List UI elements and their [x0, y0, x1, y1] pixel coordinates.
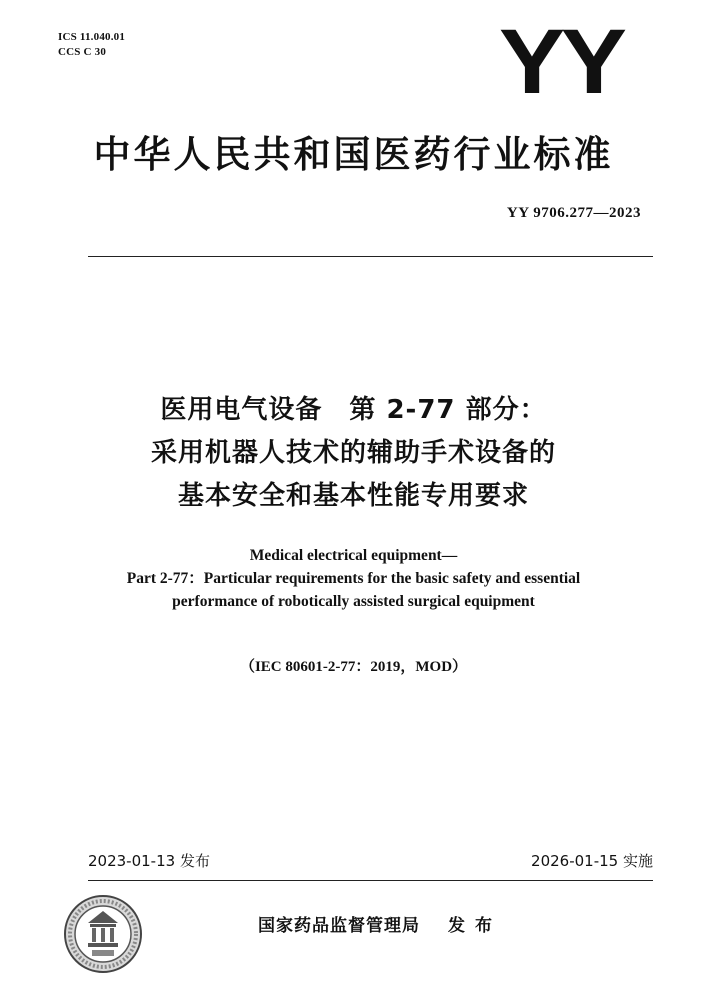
- standard-number: YY 9706.277—2023: [506, 205, 641, 221]
- bottom-divider: [88, 880, 653, 881]
- issue-date: 2023-01-13 发布: [88, 852, 210, 870]
- ccs-code: CCS C 30: [58, 46, 107, 58]
- official-seal-icon: [62, 893, 144, 975]
- chinese-title-line-1: 医用电气设备 第 2-77 部分：: [160, 395, 547, 425]
- chinese-title-line-2: 采用机器人技术的辅助手术设备的: [150, 438, 556, 468]
- organization-title: 中华人民共和国医药行业标准: [93, 133, 614, 176]
- publisher-name: 国家药品监督管理局: [258, 916, 420, 936]
- english-title-line-1: Medical electrical equipment—: [249, 547, 458, 564]
- english-title-line-3: performance of robotically assisted surgical equipment: [172, 593, 535, 610]
- ics-code: ICS 11.040.01: [58, 31, 126, 43]
- english-title-line-2: Part 2-77：Particular requirements for the basic safety and essential: [126, 570, 581, 587]
- adoption-reference: （IEC 80601-2-77：2019，MOD）: [239, 659, 468, 675]
- chinese-title-line-3: 基本安全和基本性能专用要求: [177, 481, 529, 511]
- standard-logo: YY: [499, 11, 623, 113]
- top-divider: [88, 256, 653, 257]
- implementation-date: 2026-01-15 实施: [531, 852, 653, 870]
- publish-label: 发布: [448, 916, 502, 936]
